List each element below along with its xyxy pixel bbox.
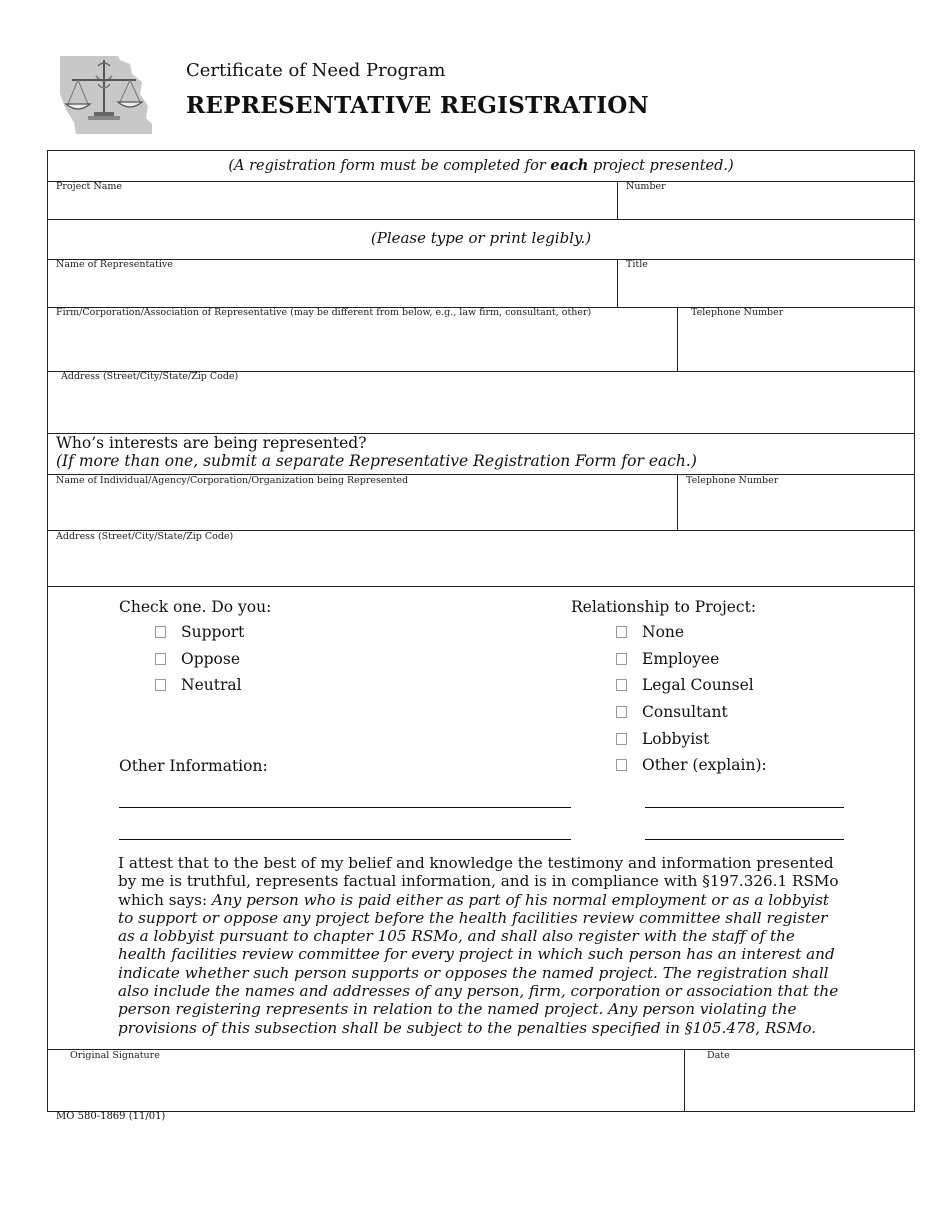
support-checkbox[interactable]: [155, 626, 166, 638]
address-field-rep[interactable]: [48, 383, 914, 433]
neutral-checkbox[interactable]: [155, 679, 166, 691]
address-label-rep: Address (Street/City/State/Zip Code): [61, 371, 239, 382]
project-name-field[interactable]: [48, 193, 617, 219]
represented-label: Name of Individual/Agency/Corporation/Organization being Represented: [56, 475, 409, 486]
other-checkbox[interactable]: [616, 759, 627, 771]
relationship-other-option[interactable]: Other (explain):: [616, 756, 767, 774]
other-explain-line-2[interactable]: [645, 839, 844, 840]
legal-counsel-checkbox[interactable]: [616, 679, 627, 691]
lobbyist-checkbox[interactable]: [616, 733, 627, 745]
none-checkbox[interactable]: [616, 626, 627, 638]
check-one-label: Check one. Do you:: [119, 598, 272, 616]
relationship-consultant-option[interactable]: Consultant: [616, 703, 728, 721]
oppose-checkbox[interactable]: [155, 653, 166, 665]
missouri-seal-logo: [56, 54, 156, 134]
page-title: REPRESENTATIVE REGISTRATION: [186, 92, 649, 119]
number-label: Number: [626, 181, 666, 192]
telephone-field-rep[interactable]: [678, 319, 914, 371]
relationship-heading: Relationship to Project:: [571, 598, 757, 616]
firm-label: Firm/Corporation/Association of Representative (may be different from below, e.g., law firm, consultant, other): [56, 307, 592, 318]
other-info-line-1[interactable]: [119, 807, 571, 808]
relationship-legal-counsel-option[interactable]: Legal Counsel: [616, 676, 754, 694]
relationship-none-option[interactable]: None: [616, 623, 684, 641]
relationship-lobbyist-option[interactable]: Lobbyist: [616, 730, 709, 748]
program-name: Certificate of Need Program: [186, 60, 446, 81]
address-field-represented[interactable]: [48, 543, 914, 586]
telephone-label-rep: Telephone Number: [691, 307, 784, 318]
telephone-field-represented[interactable]: [678, 487, 914, 530]
interests-note: (If more than one, submit a separate Representative Registration Form for each.): [56, 452, 697, 470]
rep-name-field[interactable]: [48, 271, 617, 307]
attestation-text: I attest that to the best of my belief and knowledge the testimony and information presented by me is truthful, represents factual information, and is in compliance with §197.326.1 RSMo which says: Any person who is paid either as part of his normal employment or as a lobbyist to support or oppose any project before the health facilities review committee shall register as a lobbyist pursuant to chapter 105 RSMo, and shall also register with the staff of the health facilities review committee for every project in which such person has an interest and indicate whether such person supports or opposes the named project. The registration shall also include the names and addresses of any person, firm, corporation or association that the person registering represents in relation to the named project. Any person violating the provisions of this subsection shall be subject to the penalties specified in §105.478, RSMo.: [118, 854, 839, 1037]
represented-field[interactable]: [48, 487, 677, 530]
legibly-note: (Please type or print legibly.): [370, 229, 592, 247]
rep-name-label: Name of Representative: [56, 259, 173, 270]
other-info-line-2[interactable]: [119, 839, 571, 840]
date-label: Date: [707, 1050, 730, 1061]
oppose-option[interactable]: Oppose: [155, 650, 240, 668]
project-name-label: Project Name: [56, 181, 122, 192]
interests-question: Who’s interests are being represented?: [56, 434, 367, 452]
title-field[interactable]: [618, 271, 914, 307]
signature-field[interactable]: [48, 1062, 684, 1111]
form-number: MO 580-1869 (11/01): [56, 1111, 166, 1122]
consultant-checkbox[interactable]: [616, 706, 627, 718]
other-info-label: Other Information:: [119, 757, 268, 775]
neutral-option[interactable]: Neutral: [155, 676, 242, 694]
telephone-label-represented: Telephone Number: [686, 475, 779, 486]
date-field[interactable]: [685, 1062, 914, 1111]
title-label: Title: [626, 259, 648, 270]
employee-checkbox[interactable]: [616, 653, 627, 665]
address-label-represented: Address (Street/City/State/Zip Code): [56, 531, 234, 542]
firm-field[interactable]: [48, 319, 677, 371]
number-field[interactable]: [618, 193, 914, 219]
other-explain-line-1[interactable]: [645, 807, 844, 808]
support-option[interactable]: Support: [155, 623, 244, 641]
signature-label: Original Signature: [70, 1050, 160, 1061]
registration-form: [47, 150, 915, 1112]
relationship-employee-option[interactable]: Employee: [616, 650, 719, 668]
completion-note: (A registration form must be completed for each project presented.): [228, 157, 734, 174]
